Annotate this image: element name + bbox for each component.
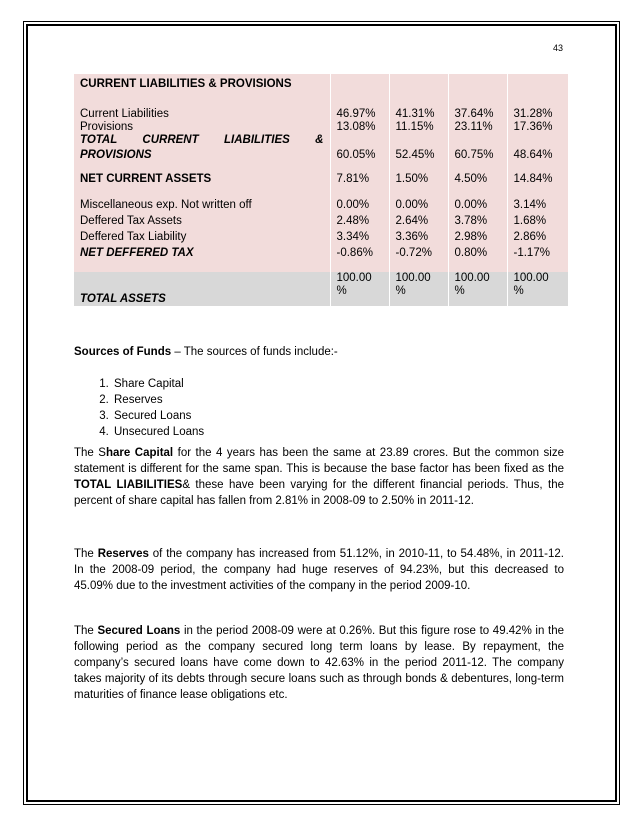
table-row xyxy=(74,247,568,260)
sources-heading-line xyxy=(74,344,564,360)
secured-loans-paragraph: The Secured Loans in the period 2008-09 were at 0.26%. But this figure rose to 49.42% in the following period as the company secured long term loans by lease. By repayment, the company’s secured loans have come down to 42.63% in the period 2011-12. The company takes majority of its debts through secure loans such as through bonds & debentures, long-term maturities of finance lease obligations etc. xyxy=(74,625,564,701)
cell-value: 60.75% xyxy=(448,134,507,162)
row-label: Current Liabilities xyxy=(74,108,330,121)
sources-heading: Sources of Funds xyxy=(74,346,172,358)
cell-value: 100.00 % xyxy=(389,272,448,306)
cell-value: 0.00% xyxy=(389,199,448,212)
cell-value: 4.50% xyxy=(448,173,507,186)
cell-value: 3.36% xyxy=(389,231,448,244)
table-row-total xyxy=(74,272,568,306)
table-header-row xyxy=(74,74,568,104)
list-item: 3. Secured Loans xyxy=(112,408,204,424)
reserves-paragraph: The Reserves of the company has increased from 51.12%, in 2010-11, to 54.48%, in 2011-12. In the 2008-09 period, the company had huge reserves of 94.23%, but this decreased to 45.09% due to the investment activities of the company in the period 2009-10. xyxy=(74,548,564,592)
row-label: Provisions xyxy=(74,121,330,134)
cell-value: 0.80% xyxy=(448,247,507,260)
table-row xyxy=(74,173,568,186)
cell-value: 60.05% xyxy=(330,134,389,162)
table-row xyxy=(74,199,568,212)
table-row xyxy=(74,121,568,134)
share-capital-paragraph: The Share Capital for the 4 years has been the same at 23.89 crores. But the common size statement is different for the same span. This is because the base factor has been fixed as the TOTAL LIABILITIES& these have been varying for the different financial periods. Thus, the percent of share capital has fallen from 2.81% in 2008-09 to 2.50% in 2011-12. xyxy=(74,447,564,507)
cell-value: -0.72% xyxy=(389,247,448,260)
cell-value: 0.00% xyxy=(448,199,507,212)
cell-value: 23.11% xyxy=(448,121,507,134)
cell-value: 1.50% xyxy=(389,173,448,186)
cell-value: 31.28% xyxy=(507,108,568,121)
liabilities-table xyxy=(74,74,568,306)
cell-value: 46.97% xyxy=(330,108,389,121)
table-row xyxy=(74,215,568,228)
cell-value: 41.31% xyxy=(389,108,448,121)
cell-value: 52.45% xyxy=(389,134,448,162)
row-label: Deffered Tax Liability xyxy=(74,231,330,244)
cell-value: 37.64% xyxy=(448,108,507,121)
cell-value: 1.68% xyxy=(507,215,568,228)
table-header: CURRENT LIABILITIES & PROVISIONS xyxy=(74,74,330,104)
cell-value: 17.36% xyxy=(507,121,568,134)
cell-value: 14.84% xyxy=(507,173,568,186)
row-label: Miscellaneous exp. Not written off xyxy=(74,199,330,212)
cell-value: 2.48% xyxy=(330,215,389,228)
cell-value: 3.78% xyxy=(448,215,507,228)
table-row xyxy=(74,134,568,162)
cell-value: 100.00 % xyxy=(507,272,568,306)
row-label: NET CURRENT ASSETS xyxy=(74,173,330,186)
cell-value: 13.08% xyxy=(330,121,389,134)
page-number: 43 xyxy=(552,43,563,53)
row-label: NET DEFFERED TAX xyxy=(74,247,330,260)
row-label: TOTAL ASSETS xyxy=(74,272,330,306)
list-item: 4. Unsecured Loans xyxy=(112,424,204,440)
table-row xyxy=(74,108,568,121)
cell-value: 11.15% xyxy=(389,121,448,134)
cell-value: 2.64% xyxy=(389,215,448,228)
cell-value: 2.98% xyxy=(448,231,507,244)
cell-value: 48.64% xyxy=(507,134,568,162)
cell-value: 3.14% xyxy=(507,199,568,212)
list-item: 2. Reserves xyxy=(112,392,204,408)
sources-intro: – The sources of funds include:- xyxy=(171,346,338,358)
cell-value: 7.81% xyxy=(330,173,389,186)
cell-value: -0.86% xyxy=(330,247,389,260)
row-label: TOTAL CURRENT LIABILITIES & PROVISIONS xyxy=(74,134,330,162)
cell-value: 100.00 % xyxy=(330,272,389,306)
cell-value: -1.17% xyxy=(507,247,568,260)
row-label: Deffered Tax Assets xyxy=(74,215,330,228)
table-row xyxy=(74,231,568,244)
cell-value: 2.86% xyxy=(507,231,568,244)
cell-value: 3.34% xyxy=(330,231,389,244)
cell-value: 0.00% xyxy=(330,199,389,212)
sources-list xyxy=(74,376,204,440)
cell-value: 100.00 % xyxy=(448,272,507,306)
list-item: 1. Share Capital xyxy=(112,376,204,392)
